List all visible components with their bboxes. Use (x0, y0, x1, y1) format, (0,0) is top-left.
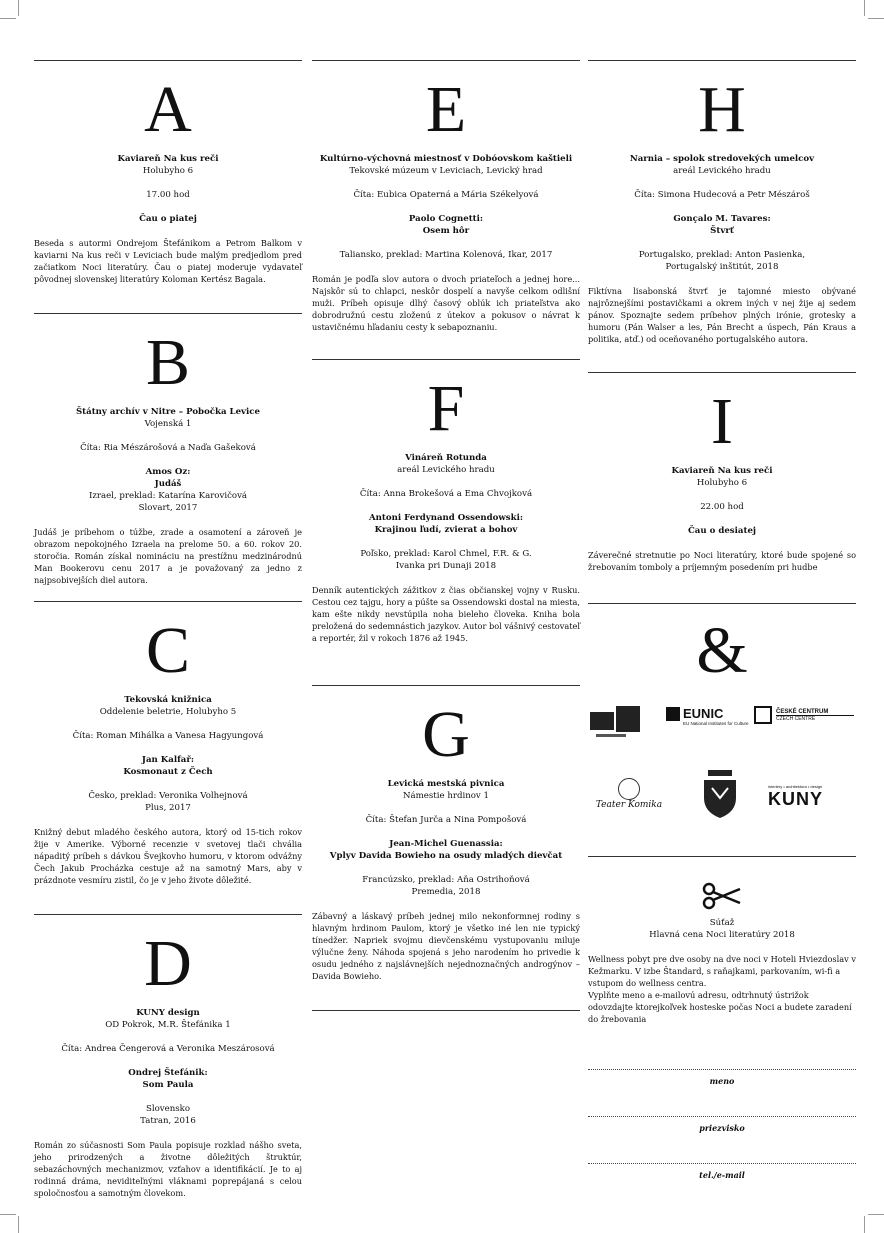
contest-section (588, 856, 856, 1227)
venue: Levická mestská pivnica (387, 779, 505, 789)
readers: Číta: Eubica Opaterná a Mária Székelyová (353, 190, 539, 200)
time: 17.00 hod (146, 190, 190, 200)
book-title: Štvrť (710, 226, 734, 236)
contest-instructions: Vyplňte meno a e-mailovú adresu, odtrhnutý ústrižok odovzdajte ktorejkoľvek hosteske počas Noci a budete zaradení do žrebovania (588, 990, 852, 1024)
address: Námestie hrdinov 1 (403, 791, 489, 801)
publisher: Ivanka pri Dunaji 2018 (395, 561, 497, 571)
eu-flag-logo (590, 704, 642, 740)
description: Knižný debut mladého českého autora, ktorý od 15-tich rokov žije v Amerike. Výborné recenzie v svetovej tlači chvália nápaditý príbeh s dávkou Švejkovho humoru, v ktorom odvážny Čech Jakub Procházka cestuje až na samotný Mars, aby v prázdnote vesmíru zistil, čo je v jeho živote dôležité. (34, 827, 302, 885)
address: Vojenská 1 (144, 419, 192, 429)
entry-h (588, 60, 856, 372)
author: Gonçalo M. Tavares: (673, 214, 771, 224)
time: 22.00 hod (700, 502, 744, 512)
surname-field-label: priezvisko (699, 1123, 745, 1133)
surname-field-line[interactable] (588, 1116, 856, 1117)
book-title: Vplyv Davida Bowieho na osudy mladých dievčat (329, 851, 563, 861)
address: Holubyho 6 (142, 166, 194, 176)
venue: Tekovská knižnica (124, 695, 212, 705)
author: Jean-Michel Guenassia: (389, 839, 503, 849)
entry-letter: E (425, 73, 467, 146)
description: Fiktívna lisabonská štvrť je tajomné miesto obývané najrôznejšími postavičkami a okrem iných v nej žije aj sedem pánov. Spoznajte sedem príbehov plných irónie, grotesky a humoru (Pán Walser a les, Pán Brecht a úspech, Pán Kraus a politika, atď.) od oceňovaného portugalského autora. (588, 286, 856, 344)
entry-e (312, 60, 580, 359)
address: Oddelenie beletrie, Holubyho 5 (99, 707, 237, 717)
partner-logos (588, 692, 856, 862)
author: Amos Oz: (145, 467, 191, 477)
entry-g (312, 685, 580, 1010)
description: Zábavný a láskavý príbeh jednej milo nekonformnej rodiny s hlavným hrdinom Paulom, ktorý je všetko iné len nie typický tínedžer. Napriek svojmu dievčenskému vystupovaniu miluje výlučne ženy. Náhoda spojená s jeho narodením ho privedie k osudu jedného z najslávnejších nejednoznačných androgýnov – Davida Bowieho. (312, 911, 580, 981)
scissors-icon (702, 881, 742, 911)
column-right (588, 60, 856, 1227)
partners-section (588, 603, 856, 856)
venue: KUNY design (136, 1008, 200, 1018)
crop-mark (864, 0, 865, 16)
czech-centre-line-2: CZECH CENTRE (776, 715, 816, 722)
address: areál Levického hradu (673, 166, 771, 176)
czech-centre-mark-icon (754, 706, 772, 724)
entry-letter: D (144, 927, 192, 1000)
origin: Taliansko, preklad: Martina Kolenová, Ikar, 2017 (339, 250, 553, 260)
event-title: Čau o piatej (139, 214, 197, 224)
author: Jan Kalfař: (141, 755, 195, 765)
czech-centre-logo (754, 706, 854, 724)
author: Paolo Cognetti: (408, 214, 484, 224)
address: Tekovské múzeum v Leviciach, Levický hrad (349, 166, 543, 176)
crop-mark (18, 1216, 19, 1233)
crop-mark (0, 18, 16, 19)
entry-letter: I (711, 385, 733, 458)
readers: Číta: Roman Mihálka a Vanesa Hagyungová (72, 731, 264, 741)
readers: Číta: Anna Brokešová a Ema Chvojková (359, 489, 533, 499)
entry-letter: H (698, 73, 746, 146)
eunic-name: EUNIC (683, 706, 724, 721)
entry-letter: A (144, 73, 192, 146)
entry-d (34, 914, 302, 1205)
address: areál Levického hradu (397, 465, 495, 475)
entry-letter: F (427, 372, 465, 445)
name-field-label: meno (709, 1076, 735, 1086)
readers: Číta: Simona Hudecová a Petr Mészároš (634, 190, 810, 200)
readers: Číta: Ria Mészárošová a Naďa Gašeková (80, 443, 256, 453)
book-title: Kosmonaut z Čech (123, 767, 213, 777)
contest-subtitle: Hlavná cena Noci literatúry 2018 (649, 930, 795, 940)
eunic-mark-icon (666, 707, 680, 721)
publisher: Plus, 2017 (145, 803, 191, 813)
author: Antoni Ferdynand Ossendowski: (368, 513, 524, 523)
levice-coat-of-arms-logo (700, 770, 740, 820)
crop-mark (868, 18, 884, 19)
book-title: Judáš (154, 479, 182, 489)
entry-letter: B (145, 326, 191, 399)
entry-b (34, 313, 302, 601)
origin: Slovensko (145, 1104, 191, 1114)
kuny-logo (768, 784, 823, 810)
description: Beseda s autormi Ondrejom Štefánikom a Petrom Balkom v kaviarni Na kus reči v Leviciach bude malým predjedlom pred začiatkom Noci literatúry. Čau o piatej moderuje vydavateľ pôvodnej slovenskej literatúry Koloman Kertész Bagala. (34, 238, 302, 284)
crop-mark (0, 1214, 16, 1215)
venue: Narnia – spolok stredovekých umelcov (629, 154, 815, 164)
ampersand: & (696, 614, 748, 687)
entry-f (312, 359, 580, 685)
entry-c (34, 601, 302, 914)
venue: Kaviareň Na kus reči (671, 466, 773, 476)
crop-mark (18, 0, 19, 16)
publisher: Slovart, 2017 (138, 503, 198, 513)
address: OD Pokrok, M.R. Štefánika 1 (105, 1020, 231, 1030)
entry-a (34, 60, 302, 313)
description: Román zo súčasnosti Som Paula popisuje rozklad nášho sveta, jeho prirodzených a životne dôležitých štruktúr, sebazáchovných mechanizmov, vzťahov a identifikácií. Je to aj rodinná dráma, neviditeľnými vláknami poprepájaná s celou spoločnosťou a samotným človekom. (34, 1140, 302, 1198)
teater-komika-logo (594, 778, 664, 828)
readers: Číta: Štefan Jurča a Nina Pompošová (365, 815, 527, 825)
contest-title: Súťaž (709, 918, 735, 928)
eunic-logo (666, 706, 749, 727)
contact-field-line[interactable] (588, 1163, 856, 1164)
contact-field-label: tel./e-mail (699, 1170, 745, 1180)
event-title: Čau o desiatej (687, 526, 757, 536)
origin: Izrael, preklad: Katarína Karovičová (88, 491, 248, 501)
eunic-subtitle: EU National Institutes for Culture (683, 721, 749, 726)
kuny-name: KUNY (768, 789, 824, 809)
divider (312, 1010, 580, 1021)
czech-centre-line-1: ČESKÉ CENTRUM (776, 709, 854, 716)
readers: Číta: Andrea Čengerová a Veronika Meszárosová (61, 1044, 275, 1054)
publisher: Premedia, 2018 (411, 887, 481, 897)
crop-mark (864, 1216, 865, 1233)
book-title: Krajinou ľudí, zvierat a bohov (374, 525, 518, 535)
venue: Vináreň Rotunda (405, 453, 487, 463)
description: Judáš je príbehom o túžbe, zrade a osamotení a zároveň je obrazom nepokojného Izraela na prelome 50. a 60. rokov 20. storočia. Román získal nomináciu na prestížnu medzinárodnú Man Bookerovu cenu 2017 a je považovaný za jedno z najpsobivejších diel autora. (34, 527, 302, 585)
teater-face-icon (618, 778, 640, 800)
description: Denník autentických zážitkov z čias občianskej vojny v Rusku. Cestou cez tajgu, hory a púšte sa Ossendowski dostal na miesta, kam ešte nikdy nevstúpila noha bieleho človeka. Kniha bola preložená do sedemnástich jazykov. Autor bol vášnivý cestovateľ a reportér, žil v rokoch 1876 až 1945. (312, 585, 580, 643)
column-middle (312, 60, 580, 1021)
origin: Portugalsko, preklad: Anton Pasienka, (638, 250, 806, 260)
entry-letter: G (422, 698, 470, 771)
entry-i (588, 372, 856, 603)
description: Román je podľa slov autora o dvoch priateľoch a jednej hore... Najskôr sú to chlapci, neskôr dospelí a navyše celkom odlišní muži. Príbeh opisuje dlhý časový oblúk ich priateľstva ako dobrodružnú cestu zloženú z útekov a pokusov o návrat k ustavičnému hľadaniu cesty k sebapoznaniu. (312, 274, 580, 332)
publisher: Tatran, 2016 (140, 1116, 196, 1126)
origin: Česko, preklad: Veronika Volhejnová (88, 791, 248, 801)
book-title: Som Paula (142, 1080, 194, 1090)
venue: Kultúrno-výchovná miestnosť v Dobóovskom kaštieli (319, 154, 573, 164)
book-title: Osem hôr (422, 226, 470, 236)
origin: Poľsko, preklad: Karol Chmel, F.R. & G. (360, 549, 532, 559)
entry-letter: C (145, 614, 191, 687)
kuny-subtitle: interiéry • architektúra • design (768, 784, 823, 789)
venue: Kaviareň Na kus reči (117, 154, 219, 164)
teater-name: Teater Komika (595, 800, 663, 810)
author: Ondrej Štefánik: (128, 1068, 208, 1078)
venue: Štátny archív v Nitre – Pobočka Levice (75, 407, 261, 417)
name-field-line[interactable] (588, 1069, 856, 1070)
origin: Francúzsko, preklad: Aňa Ostrihoňová (362, 875, 530, 885)
crop-mark (868, 1214, 884, 1215)
column-left (34, 60, 302, 1205)
address: Holubyho 6 (696, 478, 748, 488)
description: Záverečné stretnutie po Noci literatúry, ktoré bude spojené so žrebovaním tomboly a príjemným posedením pri hudbe (588, 550, 856, 572)
publisher: Portugalský inštitút, 2018 (665, 262, 779, 272)
contest-prize: Wellness pobyt pre dve osoby na dve noci v Hoteli Hviezdoslav v Kežmarku. V izbe Štandard, s raňajkami, parkovaním, wi-fi a vstupom do wellness centra. (588, 954, 856, 988)
